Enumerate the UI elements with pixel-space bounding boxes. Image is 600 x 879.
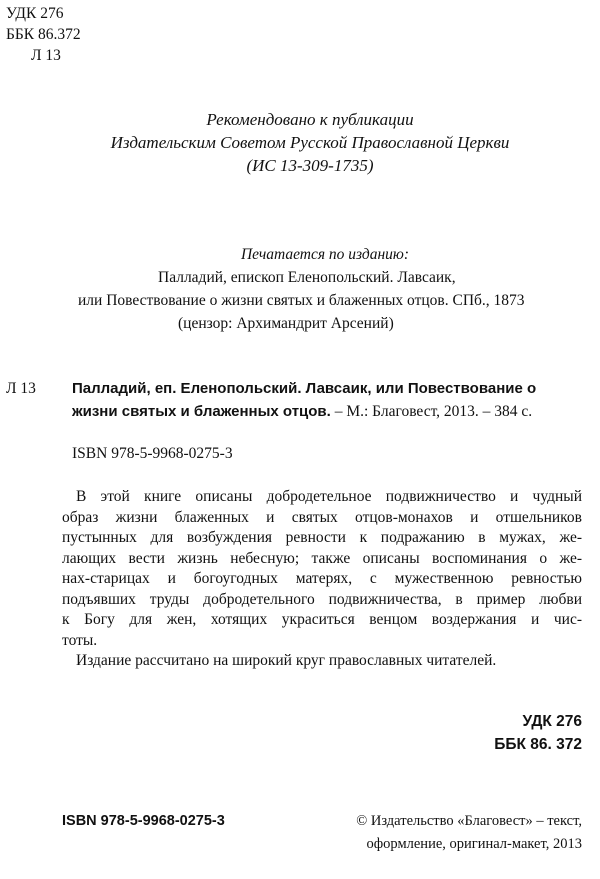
recommendation-line-2: Издательским Советом Русской Православной Церкви <box>110 133 510 152</box>
annotation-audience: Издание рассчитано на широкий круг православных читателей. <box>76 652 497 669</box>
annotation-line: лающих вести жизнь небесную; также описаны воспоминания о же- <box>62 549 582 567</box>
source-line-3: (цензор: Архимандрит Арсений) <box>178 315 394 332</box>
catalog-title-line-2 <box>72 403 532 421</box>
annotation-line: подъявших труды добродетельного подвижничества, в пример любви <box>62 590 582 608</box>
annotation-line: пустынных для возбуждения ревности к подражанию в мужах, же- <box>62 529 582 546</box>
bbk-code: ББК 86.372 <box>6 26 81 43</box>
annotation-line: к Богу для жен, хотящих украситься венцом воздержания и чис- <box>62 611 582 628</box>
author-mark: Л 13 <box>31 47 61 64</box>
annotation-line: В этой книге описаны добродетельное подвижничество и чудный <box>76 488 582 505</box>
copyright-line-1: © Издательство «Благовест» – текст, <box>356 813 582 829</box>
catalog-title-bold-1: Палладий, еп. Еленопольский. Лавсаик, или Повествование о <box>72 380 537 397</box>
copyright-line-2: оформление, оригинал-макет, 2013 <box>366 836 582 852</box>
catalog-isbn: ISBN 978-5-9968-0275-3 <box>72 445 233 462</box>
catalog-title-bold-2: жизни святых и блаженных отцов. <box>72 403 331 420</box>
recommendation-line-3: (ИС 13-309-1735) <box>246 156 374 175</box>
annotation-line: нах-старицах и богоугодных матерях, с мужественною ревностью <box>62 570 582 587</box>
catalog-imprint: – М.: Благовест, 2013. – 384 с. <box>330 403 533 420</box>
footer-isbn: ISBN 978-5-9968-0275-3 <box>62 813 225 829</box>
recommendation-line-1: Рекомендовано к публикации <box>206 110 414 129</box>
source-line-1: Палладий, епископ Еленопольский. Лавсаик, <box>158 269 456 286</box>
catalog-title-line-1 <box>72 380 536 398</box>
bbk-code-bottom: ББК 86. 372 <box>494 736 582 753</box>
annotation-line: тоты. <box>62 631 98 649</box>
source-heading: Печатается по изданию: <box>240 246 410 263</box>
udk-code: УДК 276 <box>6 5 64 22</box>
catalog-mark: Л 13 <box>6 380 36 397</box>
annotation <box>62 487 582 672</box>
annotation-line: образ жизни блаженных и святых отцов-монахов и отшельников <box>62 508 582 526</box>
source-line-2: или Повествование о жизни святых и блаженных отцов. СПб., 1873 <box>78 292 525 309</box>
udk-code-bottom: УДК 276 <box>522 713 582 730</box>
